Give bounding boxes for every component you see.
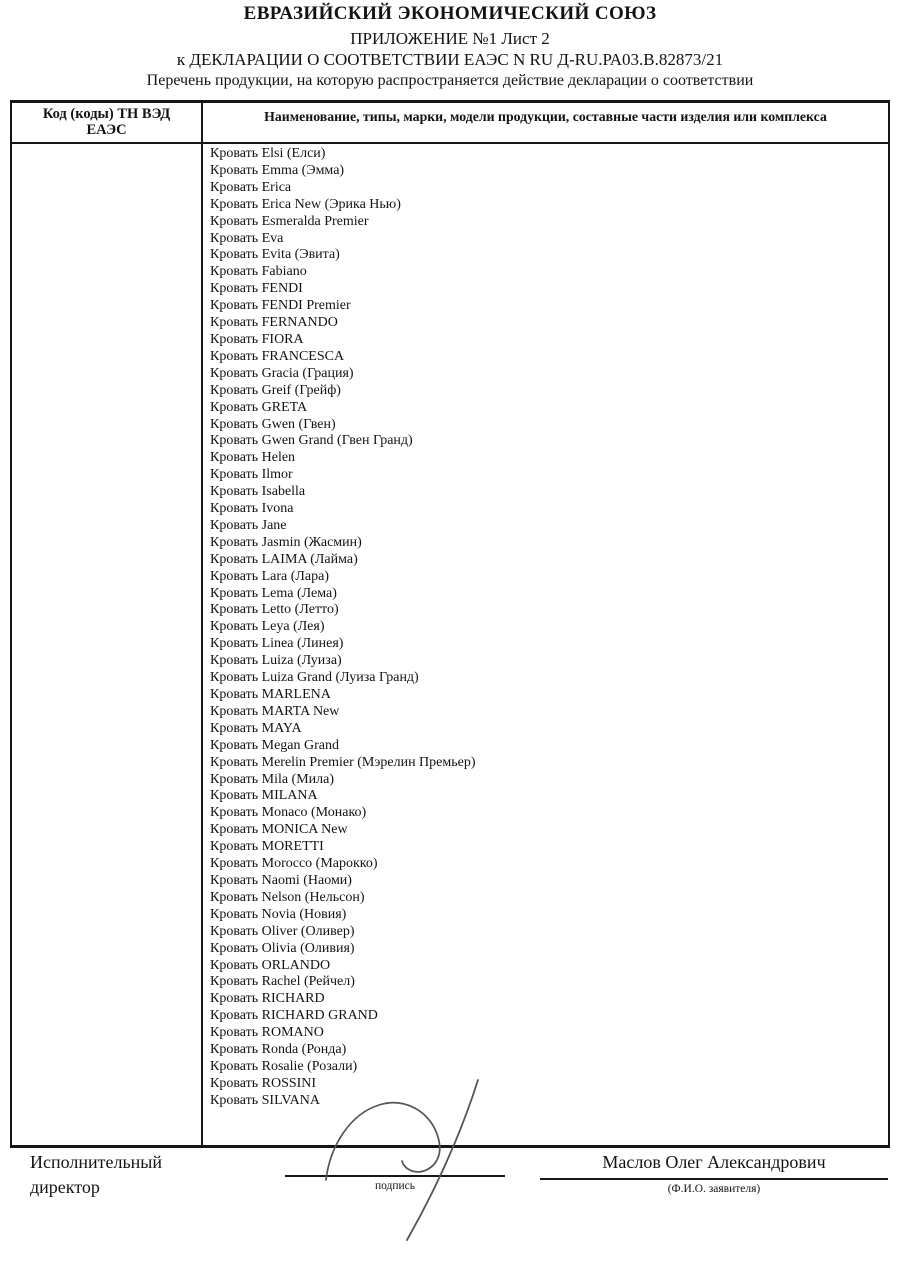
document-title: ЕВРАЗИЙСКИЙ ЭКОНОМИЧЕСКИЙ СОЮЗ bbox=[243, 3, 657, 24]
product-item: Кровать MILANA bbox=[210, 788, 318, 804]
product-item: Кровать Ronda (Ронда) bbox=[210, 1042, 347, 1058]
product-item: Кровать Rachel (Рейчел) bbox=[210, 974, 355, 990]
product-item: Кровать Merelin Premier (Мэрелин Премьер) bbox=[210, 754, 476, 770]
product-item: Кровать FENDI Premier bbox=[210, 298, 351, 314]
product-item: Кровать ROSSINI bbox=[210, 1075, 317, 1091]
product-item: Кровать GRETA bbox=[210, 399, 308, 415]
document-header bbox=[0, 2, 900, 91]
product-item: Кровать RICHARD bbox=[210, 991, 325, 1007]
product-item: Кровать Greif (Грейф) bbox=[210, 382, 341, 398]
product-item: Кровать RICHARD GRAND bbox=[210, 1008, 378, 1024]
applicant-name-caption: (Ф.И.О. заявителя) bbox=[667, 1183, 761, 1195]
product-item: Кровать Isabella bbox=[210, 484, 306, 500]
product-item: Кровать MORETTI bbox=[210, 839, 324, 855]
product-item: Кровать Fabiano bbox=[210, 264, 307, 280]
product-item: Кровать FIORA bbox=[210, 331, 304, 347]
product-item: Кровать ROMANO bbox=[210, 1025, 324, 1041]
applicant-name-line bbox=[540, 1178, 888, 1180]
product-item: Кровать Gwen Grand (Гвен Гранд) bbox=[210, 433, 413, 449]
signer-position-label: Исполнительный директор bbox=[30, 1152, 163, 1197]
product-item: Кровать Emma (Эмма) bbox=[210, 162, 345, 178]
product-item: Кровать Megan Grand bbox=[210, 737, 339, 753]
product-item: Кровать Morocco (Марокко) bbox=[210, 856, 378, 872]
product-item: Кровать Monaco (Монако) bbox=[210, 805, 367, 821]
product-item: Кровать Erica bbox=[210, 179, 292, 195]
product-list bbox=[203, 144, 888, 1145]
table-header-row bbox=[12, 103, 888, 144]
product-item: Кровать Naomi (Наоми) bbox=[210, 872, 352, 888]
product-item: Кровать Erica New (Эрика Нью) bbox=[210, 196, 401, 212]
document-subtitle-product-list: Перечень продукции, на которую распространяется действие декларации о соответствии bbox=[146, 72, 754, 89]
product-item: Кровать Rosalie (Розали) bbox=[210, 1058, 358, 1074]
product-item: Кровать Elsi (Елси) bbox=[210, 146, 326, 161]
product-item: Кровать FENDI bbox=[210, 281, 303, 297]
product-item: Кровать Gracia (Грация) bbox=[210, 365, 354, 381]
table-header-name-column: Наименование, типы, марки, модели продукции, составные части изделия или комплекса bbox=[264, 109, 827, 124]
document-subtitle-declaration-number: к ДЕКЛАРАЦИИ О СООТВЕТСТВИИ ЕАЭС N RU Д-RU.РА03.В.82873/21 bbox=[176, 50, 724, 69]
applicant-name: Маслов Олег Александрович bbox=[602, 1152, 826, 1172]
product-item: Кровать FERNANDO bbox=[210, 315, 338, 331]
product-item: Кровать ORLANDO bbox=[210, 957, 331, 973]
table-body-row bbox=[12, 144, 888, 1145]
product-item: Кровать Ilmor bbox=[210, 467, 293, 483]
document-subtitle-annex: ПРИЛОЖЕНИЕ №1 Лист 2 bbox=[350, 29, 550, 48]
product-item: Кровать Eva bbox=[210, 230, 284, 246]
signature-caption: подпись bbox=[374, 1180, 416, 1192]
table-cell-code-empty bbox=[12, 144, 203, 1145]
product-item: Кровать MONICA New bbox=[210, 822, 348, 838]
table-header-code-column bbox=[12, 103, 203, 142]
product-item: Кровать FRANCESCA bbox=[210, 348, 345, 364]
product-item: Кровать MAYA bbox=[210, 720, 302, 736]
table-header-code-label: Код (коды) ТН ВЭД ЕАЭС bbox=[42, 106, 171, 138]
product-item: Кровать Jane bbox=[210, 517, 287, 533]
product-item: Кровать Linea (Линея) bbox=[210, 636, 344, 652]
product-item: Кровать Leya (Лея) bbox=[210, 619, 325, 635]
product-item: Кровать Nelson (Нельсон) bbox=[210, 889, 365, 905]
product-item: Кровать Helen bbox=[210, 450, 296, 466]
product-item: Кровать Luiza Grand (Луиза Гранд) bbox=[210, 670, 419, 686]
product-item: Кровать Jasmin (Жасмин) bbox=[210, 534, 362, 550]
product-item: Кровать Oliver (Оливер) bbox=[210, 923, 355, 939]
product-item: Кровать Evita (Эвита) bbox=[210, 247, 340, 263]
product-item: Кровать Luiza (Луиза) bbox=[210, 653, 342, 669]
signature-line bbox=[285, 1175, 505, 1177]
product-item: Кровать MARLENA bbox=[210, 687, 331, 702]
product-item: Кровать Mila (Мила) bbox=[210, 771, 335, 787]
product-item: Кровать Gwen (Гвен) bbox=[210, 416, 336, 432]
product-item: Кровать Ivona bbox=[210, 501, 294, 517]
product-item: Кровать Olivia (Оливия) bbox=[210, 940, 355, 956]
product-item: Кровать Letto (Летто) bbox=[210, 602, 339, 618]
product-item: Кровать LAIMA (Лайма) bbox=[210, 551, 358, 567]
product-item: Кровать MARTA New bbox=[210, 703, 340, 719]
product-item: Кровать Lema (Лема) bbox=[210, 585, 337, 601]
products-table bbox=[10, 100, 890, 1148]
product-item: Кровать Esmeralda Premier bbox=[210, 213, 369, 229]
product-item: Кровать Lara (Лара) bbox=[210, 568, 330, 584]
product-item: Кровать SILVANA bbox=[210, 1092, 320, 1108]
product-item: Кровать Novia (Новия) bbox=[210, 906, 347, 922]
